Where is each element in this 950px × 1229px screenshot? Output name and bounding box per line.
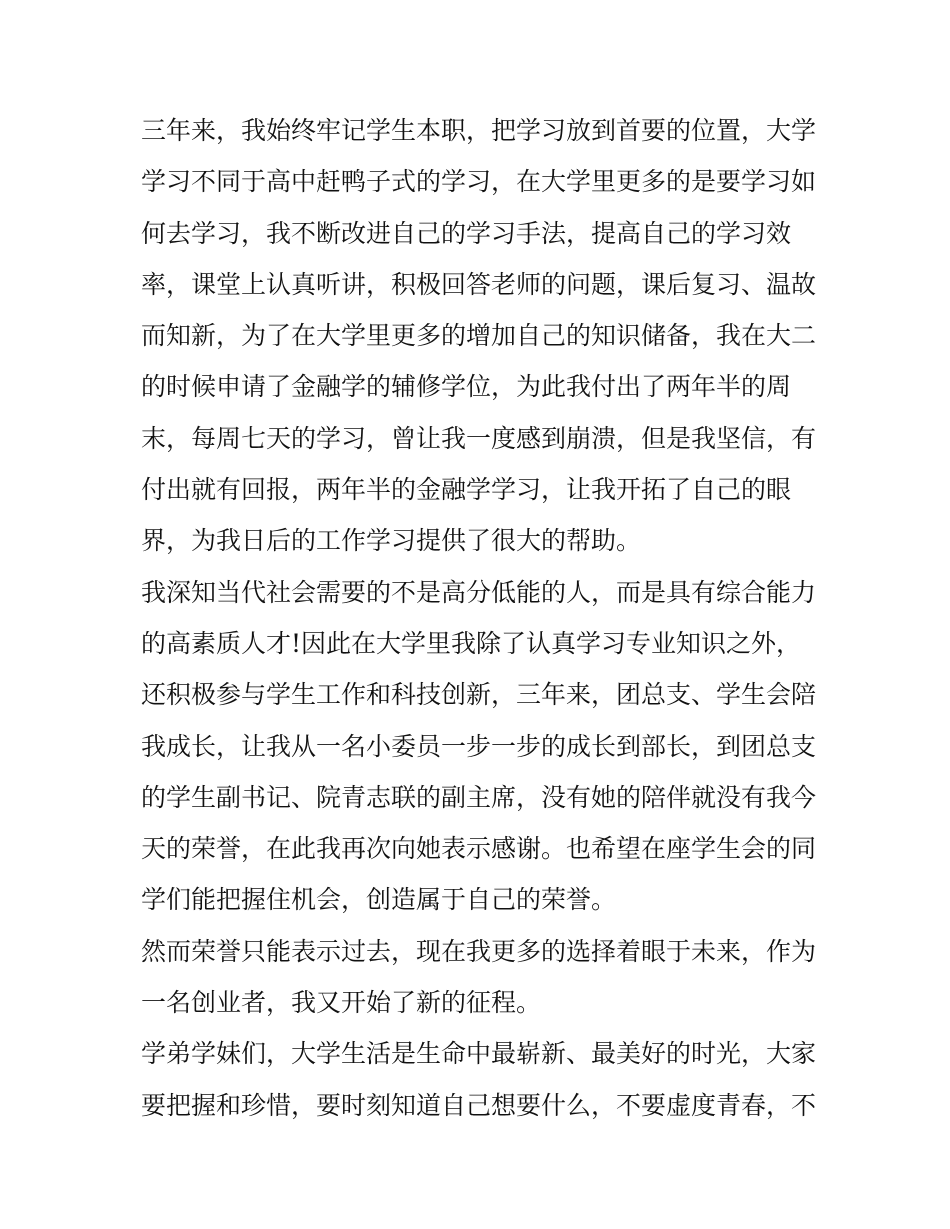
text-line: 三年来，我始终牢记学生本职，把学习放到首要的位置，大学	[141, 116, 817, 145]
text-line: 一名创业者，我又开始了新的征程。	[141, 988, 542, 1018]
text-line: 的学生副书记、院青志联的副主席，没有她的陪伴就没有我今	[141, 782, 817, 812]
text-line: 然而荣誉只能表示过去，现在我更多的选择着眼于未来，作为	[141, 936, 817, 966]
body-text	[141, 111, 821, 1137]
text-line: 何去学习，我不断改进自己的学习手法，提高自己的学习效	[141, 218, 792, 248]
text-line: 要把握和珍惜，要时刻知道自己想要什么，不要虚度青春，不	[141, 1090, 817, 1120]
text-line: 而知新，为了在大学里更多的增加自己的知识储备，我在大二	[141, 321, 817, 351]
text-line: 学们能把握住机会，创造属于自己的荣誉。	[141, 885, 617, 915]
text-line: 的时候申请了金融学的辅修学位，为此我付出了两年半的周	[141, 372, 792, 402]
text-line: 界，为我日后的工作学习提供了很大的帮助。	[141, 526, 642, 556]
text-line: 天的荣誉，在此我再次向她表示感谢。也希望在座学生会的同	[141, 834, 817, 864]
text-line: 学习不同于高中赶鸭子式的学习，在大学里更多的是要学习如	[141, 167, 817, 197]
text-line: 我成长，让我从一名小委员一步一步的成长到部长，到团总支	[141, 731, 817, 761]
text-line: 还积极参与学生工作和科技创新，三年来，团总支、学生会陪	[141, 680, 817, 710]
text-line: 我深知当代社会需要的不是高分低能的人，而是具有综合能力	[141, 577, 817, 607]
text-line: 率，课堂上认真听讲，积极回答老师的问题，课后复习、温故	[141, 269, 817, 299]
text-line: 的高素质人才!因此在大学里我除了认真学习专业知识之外，	[141, 628, 802, 658]
text-line: 学弟学妹们，大学生活是生命中最崭新、最美好的时光，大家	[141, 1039, 817, 1069]
text-line: 付出就有回报，两年半的金融学学习，让我开拓了自己的眼	[141, 475, 792, 505]
text-line: 末，每周七天的学习，曾让我一度感到崩溃，但是我坚信，有	[141, 423, 817, 453]
